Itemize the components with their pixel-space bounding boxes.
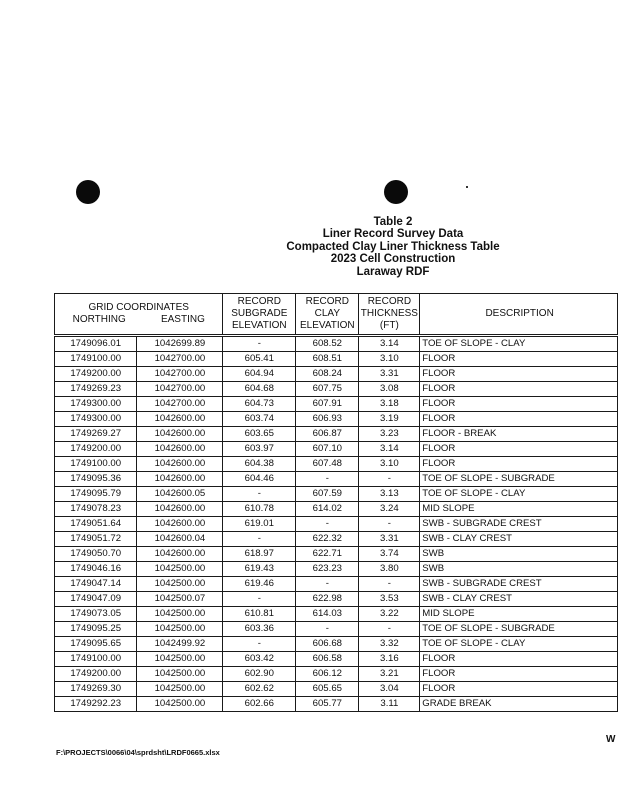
- easting-cell: 1042700.00: [137, 367, 223, 382]
- easting-cell: 1042500.00: [137, 667, 223, 682]
- easting-cell: 1042600.00: [137, 517, 223, 532]
- clay-elevation-cell: 605.77: [296, 697, 359, 712]
- description-cell: TOE OF SLOPE - CLAY: [420, 487, 618, 502]
- northing-cell: 1749200.00: [55, 667, 137, 682]
- northing-cell: 1749051.64: [55, 517, 137, 532]
- subgrade-header: RECORD SUBGRADE ELEVATION: [223, 294, 296, 336]
- subgrade-elevation-cell: 603.36: [223, 622, 296, 637]
- easting-cell: 1042500.00: [137, 577, 223, 592]
- northing-cell: 1749095.25: [55, 622, 137, 637]
- table-row: [55, 367, 618, 382]
- thickness-cell: 3.22: [359, 607, 420, 622]
- northing-cell: 1749269.30: [55, 682, 137, 697]
- clay-elevation-cell: 606.87: [296, 427, 359, 442]
- northing-cell: 1749300.00: [55, 412, 137, 427]
- easting-cell: 1042500.00: [137, 562, 223, 577]
- clay-elevation-cell: 614.02: [296, 502, 359, 517]
- subgrade-elevation-cell: 619.46: [223, 577, 296, 592]
- description-cell: TOE OF SLOPE - SUBGRADE: [420, 622, 618, 637]
- page-corner-text: W: [606, 734, 616, 745]
- northing-cell: 1749200.00: [55, 442, 137, 457]
- northing-cell: 1749096.01: [55, 336, 137, 352]
- table-row: [55, 472, 618, 487]
- easting-cell: 1042500.00: [137, 607, 223, 622]
- subgrade-elevation-cell: 604.38: [223, 457, 296, 472]
- northing-cell: 1749095.79: [55, 487, 137, 502]
- easting-cell: 1042600.00: [137, 427, 223, 442]
- easting-cell: 1042500.00: [137, 682, 223, 697]
- northing-cell: 1749078.23: [55, 502, 137, 517]
- northing-header: NORTHING: [72, 314, 126, 325]
- subgrade-elevation-cell: -: [223, 532, 296, 547]
- thickness-cell: 3.31: [359, 367, 420, 382]
- thickness-cell: 3.24: [359, 502, 420, 517]
- site-name: Laraway RDF: [356, 265, 430, 278]
- description-cell: FLOOR: [420, 397, 618, 412]
- northing-cell: 1749051.72: [55, 532, 137, 547]
- table-subtitle: Compacted Clay Liner Thickness Table: [286, 240, 500, 253]
- subgrade-elevation-cell: 602.66: [223, 697, 296, 712]
- grid-coordinates-header: [55, 294, 223, 336]
- table-row: [55, 682, 618, 697]
- clay-elevation-cell: -: [296, 517, 359, 532]
- subgrade-elevation-cell: -: [223, 336, 296, 352]
- thickness-cell: 3.21: [359, 667, 420, 682]
- subgrade-elevation-cell: 602.62: [223, 682, 296, 697]
- clay-elevation-cell: 622.71: [296, 547, 359, 562]
- thickness-cell: 3.10: [359, 457, 420, 472]
- description-cell: SWB: [420, 547, 618, 562]
- clay-elevation-cell: 608.52: [296, 336, 359, 352]
- northing-cell: 1749047.14: [55, 577, 137, 592]
- thickness-cell: 3.53: [359, 592, 420, 607]
- clay-elevation-cell: 606.12: [296, 667, 359, 682]
- subgrade-elevation-cell: 618.97: [223, 547, 296, 562]
- clay-elevation-cell: -: [296, 577, 359, 592]
- table-row: [55, 382, 618, 397]
- table-row: [55, 487, 618, 502]
- thickness-cell: 3.14: [359, 336, 420, 352]
- table-row: [55, 697, 618, 712]
- northing-cell: 1749269.23: [55, 382, 137, 397]
- description-cell: TOE OF SLOPE - SUBGRADE: [420, 472, 618, 487]
- subgrade-elevation-cell: 605.41: [223, 352, 296, 367]
- table-title-block: [262, 216, 524, 278]
- thickness-cell: 3.10: [359, 352, 420, 367]
- subgrade-elevation-cell: 619.43: [223, 562, 296, 577]
- description-cell: FLOOR: [420, 412, 618, 427]
- description-cell: MID SLOPE: [420, 607, 618, 622]
- hole-punch-right: [384, 180, 408, 204]
- clay-elevation-cell: 607.75: [296, 382, 359, 397]
- table-row: [55, 562, 618, 577]
- clay-elevation-cell: 605.65: [296, 682, 359, 697]
- thickness-cell: 3.80: [359, 562, 420, 577]
- easting-cell: 1042600.00: [137, 442, 223, 457]
- northing-cell: 1749269.27: [55, 427, 137, 442]
- easting-cell: 1042500.00: [137, 652, 223, 667]
- thickness-cell: -: [359, 472, 420, 487]
- table-body: [55, 336, 618, 712]
- description-cell: GRADE BREAK: [420, 697, 618, 712]
- clay-elevation-cell: 623.23: [296, 562, 359, 577]
- thickness-cell: -: [359, 577, 420, 592]
- clay-elevation-cell: 606.58: [296, 652, 359, 667]
- description-cell: SWB: [420, 562, 618, 577]
- thickness-cell: 3.19: [359, 412, 420, 427]
- description-cell: MID SLOPE: [420, 502, 618, 517]
- subgrade-elevation-cell: 603.74: [223, 412, 296, 427]
- thickness-cell: 3.08: [359, 382, 420, 397]
- table-row: [55, 427, 618, 442]
- table-row: [55, 397, 618, 412]
- subgrade-elevation-cell: -: [223, 487, 296, 502]
- table-row: [55, 637, 618, 652]
- clay-elevation-cell: 607.91: [296, 397, 359, 412]
- description-cell: SWB - SUBGRADE CREST: [420, 577, 618, 592]
- description-cell: SWB - CLAY CREST: [420, 592, 618, 607]
- description-cell: FLOOR: [420, 442, 618, 457]
- table-row: [55, 592, 618, 607]
- easting-cell: 1042600.00: [137, 472, 223, 487]
- northing-cell: 1749300.00: [55, 397, 137, 412]
- description-cell: FLOOR: [420, 682, 618, 697]
- table-row: [55, 532, 618, 547]
- easting-header: EASTING: [160, 314, 205, 325]
- thickness-cell: 3.04: [359, 682, 420, 697]
- northing-cell: 1749100.00: [55, 652, 137, 667]
- table-row: [55, 412, 618, 427]
- thickness-cell: -: [359, 622, 420, 637]
- description-cell: FLOOR: [420, 367, 618, 382]
- subgrade-elevation-cell: 610.78: [223, 502, 296, 517]
- thickness-cell: 3.11: [359, 697, 420, 712]
- clay-elevation-cell: -: [296, 472, 359, 487]
- northing-cell: 1749100.00: [55, 352, 137, 367]
- table-row: [55, 502, 618, 517]
- description-cell: SWB - CLAY CREST: [420, 532, 618, 547]
- thickness-cell: 3.14: [359, 442, 420, 457]
- table-row: [55, 622, 618, 637]
- easting-cell: 1042600.05: [137, 487, 223, 502]
- description-cell: SWB - SUBGRADE CREST: [420, 517, 618, 532]
- clay-elevation-cell: 608.24: [296, 367, 359, 382]
- thickness-cell: 3.74: [359, 547, 420, 562]
- table-number: Table 2: [373, 216, 413, 228]
- thickness-cell: 3.16: [359, 652, 420, 667]
- northing-cell: 1749095.36: [55, 472, 137, 487]
- thickness-header: RECORD THICKNESS (FT): [359, 294, 420, 336]
- scan-speck: [466, 186, 468, 188]
- subgrade-elevation-cell: 604.46: [223, 472, 296, 487]
- easting-cell: 1042699.89: [137, 336, 223, 352]
- easting-cell: 1042700.00: [137, 382, 223, 397]
- easting-cell: 1042600.00: [137, 457, 223, 472]
- easting-cell: 1042500.00: [137, 622, 223, 637]
- northing-cell: 1749200.00: [55, 367, 137, 382]
- clay-header: RECORD CLAY ELEVATION: [296, 294, 359, 336]
- description-cell: FLOOR - BREAK: [420, 427, 618, 442]
- thickness-cell: -: [359, 517, 420, 532]
- subgrade-elevation-cell: 604.73: [223, 397, 296, 412]
- northing-cell: 1749292.23: [55, 697, 137, 712]
- northing-cell: 1749046.16: [55, 562, 137, 577]
- description-cell: TOE OF SLOPE - CLAY: [420, 637, 618, 652]
- easting-cell: 1042499.92: [137, 637, 223, 652]
- northing-cell: 1749100.00: [55, 457, 137, 472]
- easting-cell: 1042700.00: [137, 397, 223, 412]
- northing-cell: 1749073.05: [55, 607, 137, 622]
- table-row: [55, 352, 618, 367]
- table-row: [55, 547, 618, 562]
- easting-cell: 1042500.00: [137, 697, 223, 712]
- subgrade-elevation-cell: 603.42: [223, 652, 296, 667]
- table-title: Liner Record Survey Data: [322, 228, 464, 241]
- thickness-cell: 3.13: [359, 487, 420, 502]
- northing-cell: 1749050.70: [55, 547, 137, 562]
- subgrade-elevation-cell: -: [223, 637, 296, 652]
- easting-cell: 1042500.07: [137, 592, 223, 607]
- subgrade-elevation-cell: 603.65: [223, 427, 296, 442]
- northing-cell: 1749047.09: [55, 592, 137, 607]
- clay-elevation-cell: 608.51: [296, 352, 359, 367]
- easting-cell: 1042600.00: [137, 502, 223, 517]
- subgrade-elevation-cell: 610.81: [223, 607, 296, 622]
- table-row: [55, 667, 618, 682]
- thickness-cell: 3.23: [359, 427, 420, 442]
- subgrade-elevation-cell: 604.94: [223, 367, 296, 382]
- description-cell: FLOOR: [420, 457, 618, 472]
- hole-punch-left: [76, 180, 100, 204]
- clay-elevation-cell: 606.68: [296, 637, 359, 652]
- thickness-cell: 3.32: [359, 637, 420, 652]
- description-cell: TOE OF SLOPE - CLAY: [420, 336, 618, 352]
- easting-cell: 1042700.00: [137, 352, 223, 367]
- clay-elevation-cell: 607.48: [296, 457, 359, 472]
- construction-label: 2023 Cell Construction: [330, 253, 456, 266]
- clay-elevation-cell: 606.93: [296, 412, 359, 427]
- thickness-cell: 3.31: [359, 532, 420, 547]
- clay-elevation-cell: 607.59: [296, 487, 359, 502]
- subgrade-elevation-cell: 604.68: [223, 382, 296, 397]
- clay-elevation-cell: -: [296, 622, 359, 637]
- easting-cell: 1042600.00: [137, 412, 223, 427]
- file-path: F:\PROJECTS\0066\04\sprdsht\LRDF0665.xlsx: [56, 748, 220, 757]
- table-row: [55, 442, 618, 457]
- clay-elevation-cell: 622.98: [296, 592, 359, 607]
- clay-elevation-cell: 614.03: [296, 607, 359, 622]
- table-header-row: [55, 294, 618, 336]
- description-cell: FLOOR: [420, 652, 618, 667]
- thickness-cell: 3.18: [359, 397, 420, 412]
- clay-elevation-cell: 607.10: [296, 442, 359, 457]
- easting-cell: 1042600.00: [137, 547, 223, 562]
- description-cell: FLOOR: [420, 382, 618, 397]
- table-row: [55, 607, 618, 622]
- description-cell: FLOOR: [420, 667, 618, 682]
- easting-cell: 1042600.04: [137, 532, 223, 547]
- subgrade-elevation-cell: -: [223, 592, 296, 607]
- description-cell: FLOOR: [420, 352, 618, 367]
- clay-elevation-cell: 622.32: [296, 532, 359, 547]
- grid-coordinates-label: GRID COORDINATES: [88, 302, 189, 313]
- table-row: [55, 457, 618, 472]
- description-header: DESCRIPTION: [420, 294, 618, 336]
- subgrade-elevation-cell: 603.97: [223, 442, 296, 457]
- table-row: [55, 577, 618, 592]
- table-row: [55, 652, 618, 667]
- table-row: [55, 336, 618, 352]
- liner-survey-table: [54, 293, 618, 712]
- table-row: [55, 517, 618, 532]
- subgrade-elevation-cell: 602.90: [223, 667, 296, 682]
- northing-cell: 1749095.65: [55, 637, 137, 652]
- subgrade-elevation-cell: 619.01: [223, 517, 296, 532]
